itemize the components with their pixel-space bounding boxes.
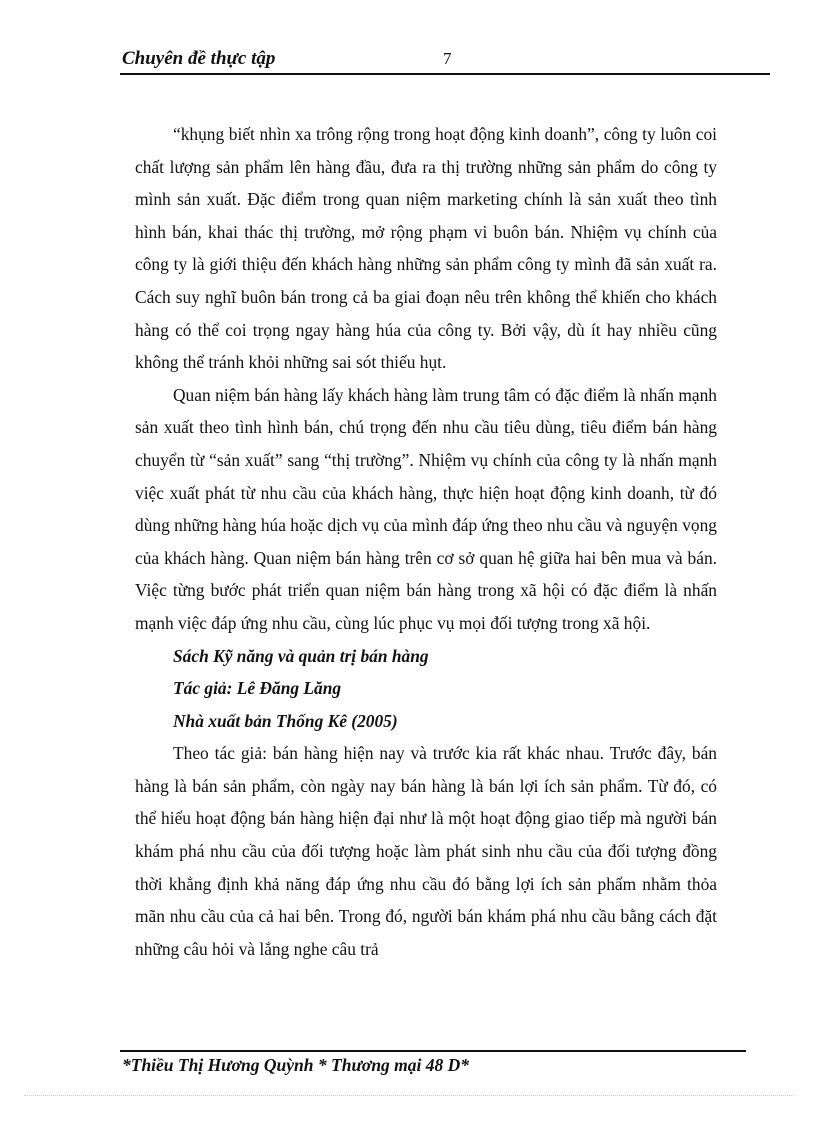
header-title: Chuyên đề thực tập	[122, 48, 276, 69]
reference-book-title: Sách Kỹ năng và quản trị bán hàng	[173, 645, 429, 666]
footer-text: *Thiều Thị Hương Quỳnh * Thương mại 48 D*	[122, 1055, 470, 1075]
paragraph-1: “khụng biết nhìn xa trông rộng trong hoạt động kinh doanh”, công ty luôn coi chất lượng sản phẩm lên hàng đầu, đưa ra thị trường những sản phẩm do công ty mình sản xuất. Đặc điểm trong quan niệm marketing chính là sản xuất theo tình hình bán, khai thác thị trường, mở rộng phạm vi buôn bán. Nhiệm vụ chính của công ty là giới thiệu đến khách hàng những sản phẩm công ty mình đã sản xuất ra. Cách suy nghĩ buôn bán trong cả ba giai đoạn nêu trên không thể khiến cho khách hàng có thể coi trọng ngay hàng húa của công ty. Bởi vậy, dù ít hay nhiều cũng không thể tránh khỏi những sai sót thiếu hụt.	[135, 124, 717, 373]
reference-author: Tác giả: Lê Đăng Lăng	[173, 678, 342, 699]
paragraph-3: Theo tác giả: bán hàng hiện nay và trước kia rất khác nhau. Trước đây, bán hàng là bán sản phẩm, còn ngày nay bán hàng là bán lợi ích sản phẩm. Từ đó, có thể hiểu hoạt động bán hàng hiện đại như là một hoạt động giao tiếp mà người bán khám phá nhu cầu của đối tượng hoặc làm phát sinh nhu cầu của đối tượng đồng thời khẳng định khả năng đáp ứng nhu cầu đó bằng lợi ích sản phẩm nhằm thỏa mãn nhu cầu của cả hai bên. Trong đó, người bán khám phá nhu cầu bằng cách đặt những câu hỏi và lắng nghe câu trả	[135, 743, 717, 959]
footer-divider	[120, 1050, 746, 1052]
page-bottom-dotted-border	[24, 1095, 794, 1096]
paragraph-2: Quan niệm bán hàng lấy khách hàng làm trung tâm có đặc điểm là nhấn mạnh sản xuất theo tình hình bán, chú trọng đến nhu cầu tiêu dùng, tiêu điểm bán hàng chuyển từ “sản xuất” sang “thị trường”. Nhiệm vụ chính của công ty là nhấn mạnh việc xuất phát từ nhu cầu của khách hàng, thực hiện hoạt động kinh doanh, từ đó dùng những hàng húa hoặc dịch vụ của mình đáp ứng theo nhu cầu và nguyện vọng của khách hàng. Quan niệm bán hàng trên cơ sở quan hệ giữa hai bên mua và bán. Việc từng bước phát triển quan niệm bán hàng trong xã hội có đặc điểm là nhấn mạnh việc đáp ứng nhu cầu, cùng lúc phục vụ mọi đối tượng trong xã hội.	[135, 384, 717, 633]
document-body	[135, 118, 717, 965]
reference-publisher: Nhà xuất bản Thống Kê (2005)	[173, 710, 398, 731]
page-number: 7	[443, 49, 452, 68]
header-divider	[120, 73, 770, 75]
